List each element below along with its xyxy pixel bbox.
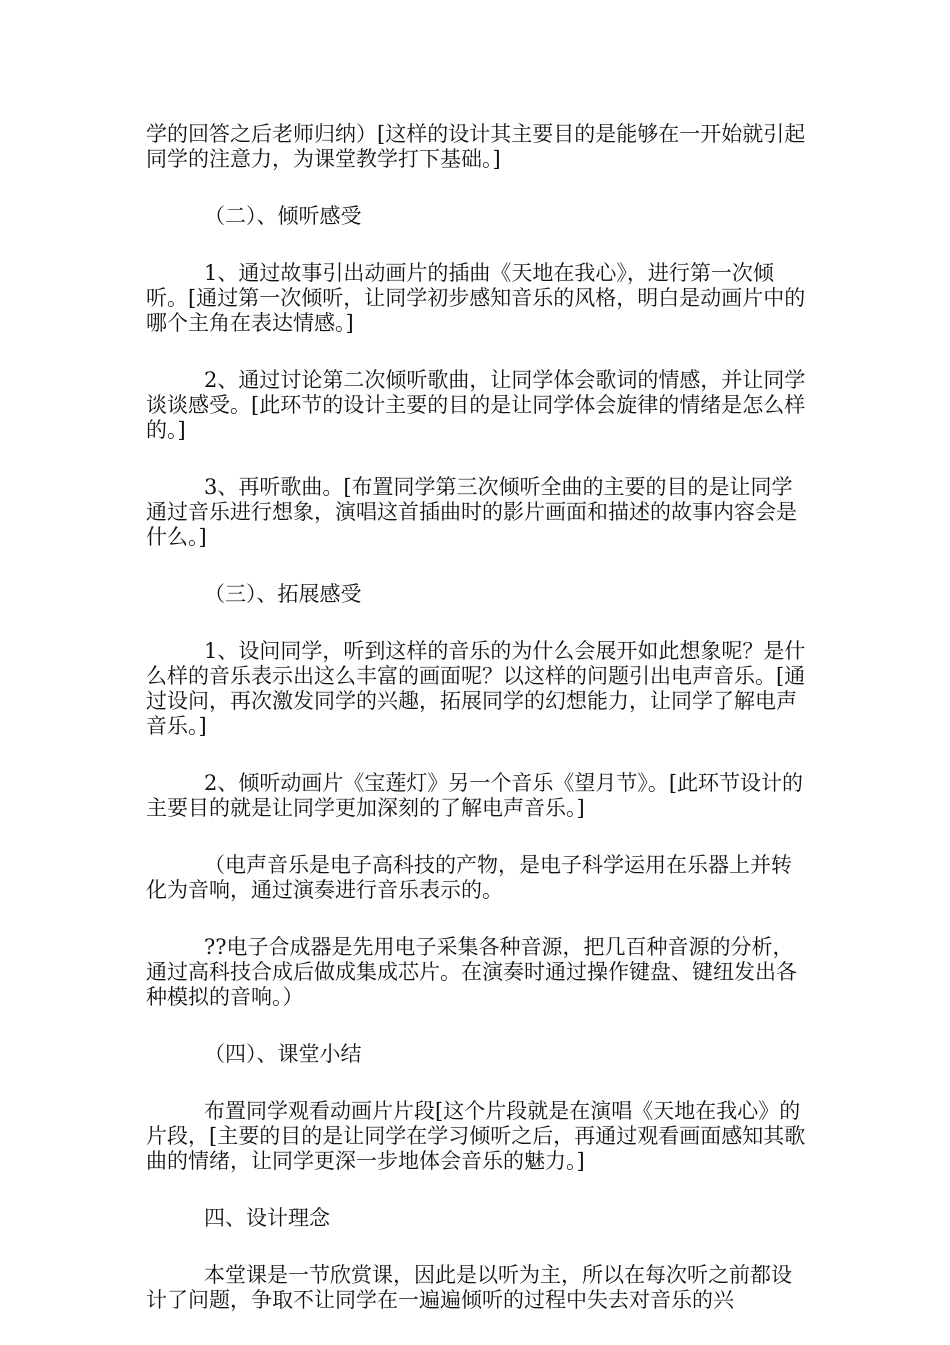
paragraph-electro-music-note: （电声音乐是电子高科技的产物，是电子科学运用在乐器上并转化为音响，通过演奏进行音乐表示的。 — [146, 853, 792, 902]
section-heading-listening: （二）、倾听感受 — [204, 204, 362, 228]
section-heading-summary: （四）、课堂小结 — [204, 1042, 362, 1066]
paragraph-summary: 布置同学观看动画片片段[这个片段就是在演唱《天地在我心》的片段，[主要的目的是让同学在学习倾听之后，再通过观看画面感知其歌曲的情绪，让同学更深一步地体会音乐的魅力。] — [146, 1099, 806, 1173]
paragraph-synthesizer-note: ??电子合成器是先用电子采集各种音源，把几百种音源的分析，通过高科技合成后做成集成芯片。在演奏时通过操作键盘、键纽发出各种模拟的音响。） — [146, 935, 797, 1009]
document-body — [146, 122, 806, 1345]
section-heading-extension: （三）、拓展感受 — [204, 582, 362, 606]
paragraph-extension-1: 1、设问同学，听到这样的音乐的为什么会展开如此想象呢？是什么样的音乐表示出这么丰富的画面呢？以这样的问题引出电声音乐。[通过设问，再次激发同学的兴趣，拓展同学的幻想能力，让同学了解电声音乐。] — [146, 639, 806, 738]
paragraph-listening-3: 3、再听歌曲。[布置同学第三次倾听全曲的主要的目的是让同学通过音乐进行想象，演唱这首插曲时的影片画面和描述的故事内容会是什么。] — [146, 475, 797, 549]
paragraph-design-concept: 本堂课是一节欣赏课，因此是以听为主，所以在每次听之前都设计了问题，争取不让同学在一遍遍倾听的过程中失去对音乐的兴 — [146, 1263, 792, 1312]
paragraph-listening-2: 2、通过讨论第二次倾听歌曲，让同学体会歌词的情感，并让同学谈谈感受。[此环节的设计主要的目的是让同学体会旋律的情绪是怎么样的。] — [146, 368, 806, 442]
paragraph-extension-2: 2、倾听动画片《宝莲灯》另一个音乐《望月节》。[此环节设计的主要目的就是让同学更加深刻的了解电声音乐。] — [146, 771, 804, 820]
section-heading-design-concept: 四、设计理念 — [204, 1206, 330, 1230]
paragraph-listening-1: 1、通过故事引出动画片的插曲《天地在我心》，进行第一次倾听。[通过第一次倾听，让同学初步感知音乐的风格，明白是动画片中的哪个主角在表达情感。] — [146, 261, 806, 335]
paragraph-intro-end: 学的回答之后老师归纳）[这样的设计其主要目的是能够在一开始就引起同学的注意力，为课堂教学打下基础。] — [146, 122, 806, 171]
